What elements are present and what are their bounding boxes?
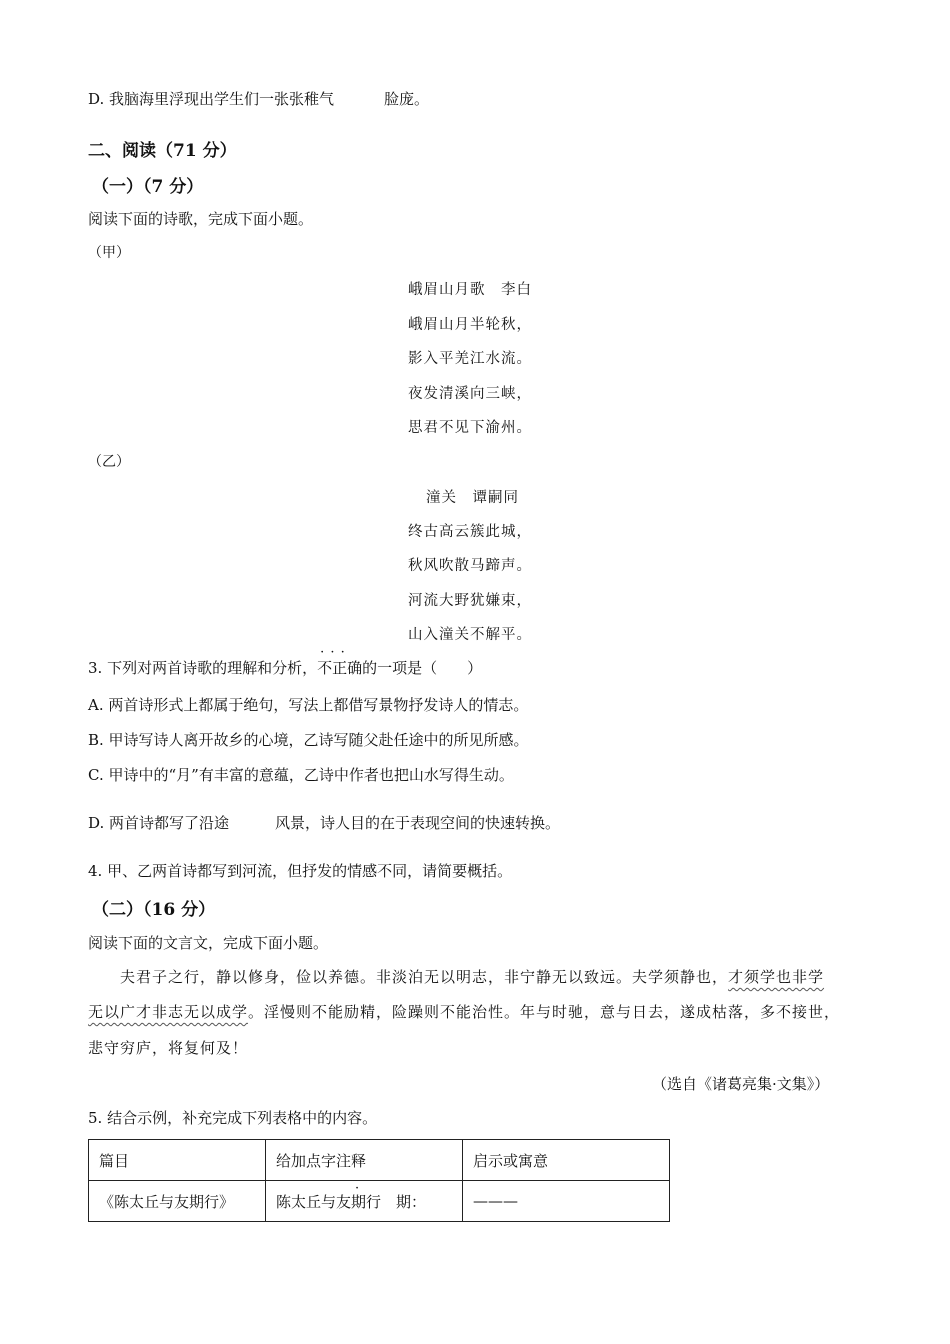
poem-line: 峨眉山月半轮秋，: [408, 317, 532, 333]
poem-line: 思君不见下渝州。: [408, 420, 532, 436]
table-header-row: [89, 1140, 670, 1181]
poem-b-title: 潼关 谭嗣同: [426, 490, 519, 506]
q3-option-b: B. 甲诗写诗人离开故乡的心境，乙诗写随父赴任途中的所见所感。: [88, 731, 529, 749]
q3-option-a: A. 两首诗形式上都属于绝句，写法上都借写景物抒发诗人的情志。: [88, 696, 529, 714]
poem-line: 影入平羌江水流。: [408, 351, 532, 367]
q5-stem: 5. 结合示例，补充完成下列表格中的内容。: [88, 1109, 378, 1127]
table-header: 篇目: [89, 1140, 266, 1181]
table-cell: ———: [463, 1181, 670, 1222]
poem-line: 终古高云簇此城，: [408, 524, 532, 540]
passage-line: 悲守穷庐，将复何及！: [88, 1039, 249, 1057]
poem-a-label: （甲）: [88, 245, 130, 261]
answer-table: [88, 1139, 670, 1222]
poem-line: 河流大野犹嫌束，: [408, 593, 532, 609]
part2-title: （二）（16 分）: [92, 900, 216, 920]
part1-title: （一）（7 分）: [92, 177, 204, 197]
part1-instruction: 阅读下面的诗歌，完成下面小题。: [88, 210, 314, 228]
emphasis-dots: · · · 不正确: [317, 659, 362, 677]
poem-line: 山入潼关不解平。: [408, 627, 532, 643]
q2-option-d: D. 我脑海里浮现出学生们一张张稚气 脸庞。: [88, 90, 430, 108]
q3-option-c: C. 甲诗中的“月”有丰富的意蕴，乙诗中作者也把山水写得生动。: [88, 766, 514, 784]
passage-line: 夫君子之行，静以修身，俭以养德。非淡泊无以明志，非宁静无以致远。夫学须静也，才须学也非学: [120, 968, 825, 986]
poem-line: 秋风吹散马蹄声。: [408, 558, 532, 574]
q3-stem: 3. 下列对两首诗歌的理解和分析，· · · 不正确的一项是（ ）: [88, 657, 482, 678]
table-header: 启示或寓意: [463, 1140, 670, 1181]
part2-instruction: 阅读下面的文言文，完成下面小题。: [88, 934, 329, 952]
poem-a-title: 峨眉山月歌 李白: [408, 282, 532, 298]
table-header: 给加点字注释: [266, 1140, 463, 1181]
table-cell: 陈太丘与友期行 期：: [266, 1181, 463, 1222]
passage-source: （选自《诸葛亮集·文集》）: [652, 1075, 830, 1093]
table-row: [89, 1181, 670, 1222]
table-cell: 《陈太丘与友期行》: [89, 1181, 266, 1222]
section-title: 二、阅读（71 分）: [88, 141, 237, 161]
passage-line: 无以广才非志无以成学。淫慢则不能励精，险躁则不能治性。年与时驰，意与日去，遂成枯落，多不接世，: [88, 1003, 841, 1021]
q3-option-d: D. 两首诗都写了沿途 风景，诗人目的在于表现空间的快速转换。: [88, 814, 561, 832]
poem-b-label: （乙）: [88, 454, 130, 470]
poem-line: 夜发清溪向三峡，: [408, 386, 532, 402]
q4: 4. 甲、乙两首诗都写到河流，但抒发的情感不同，请简要概括。: [88, 862, 513, 880]
